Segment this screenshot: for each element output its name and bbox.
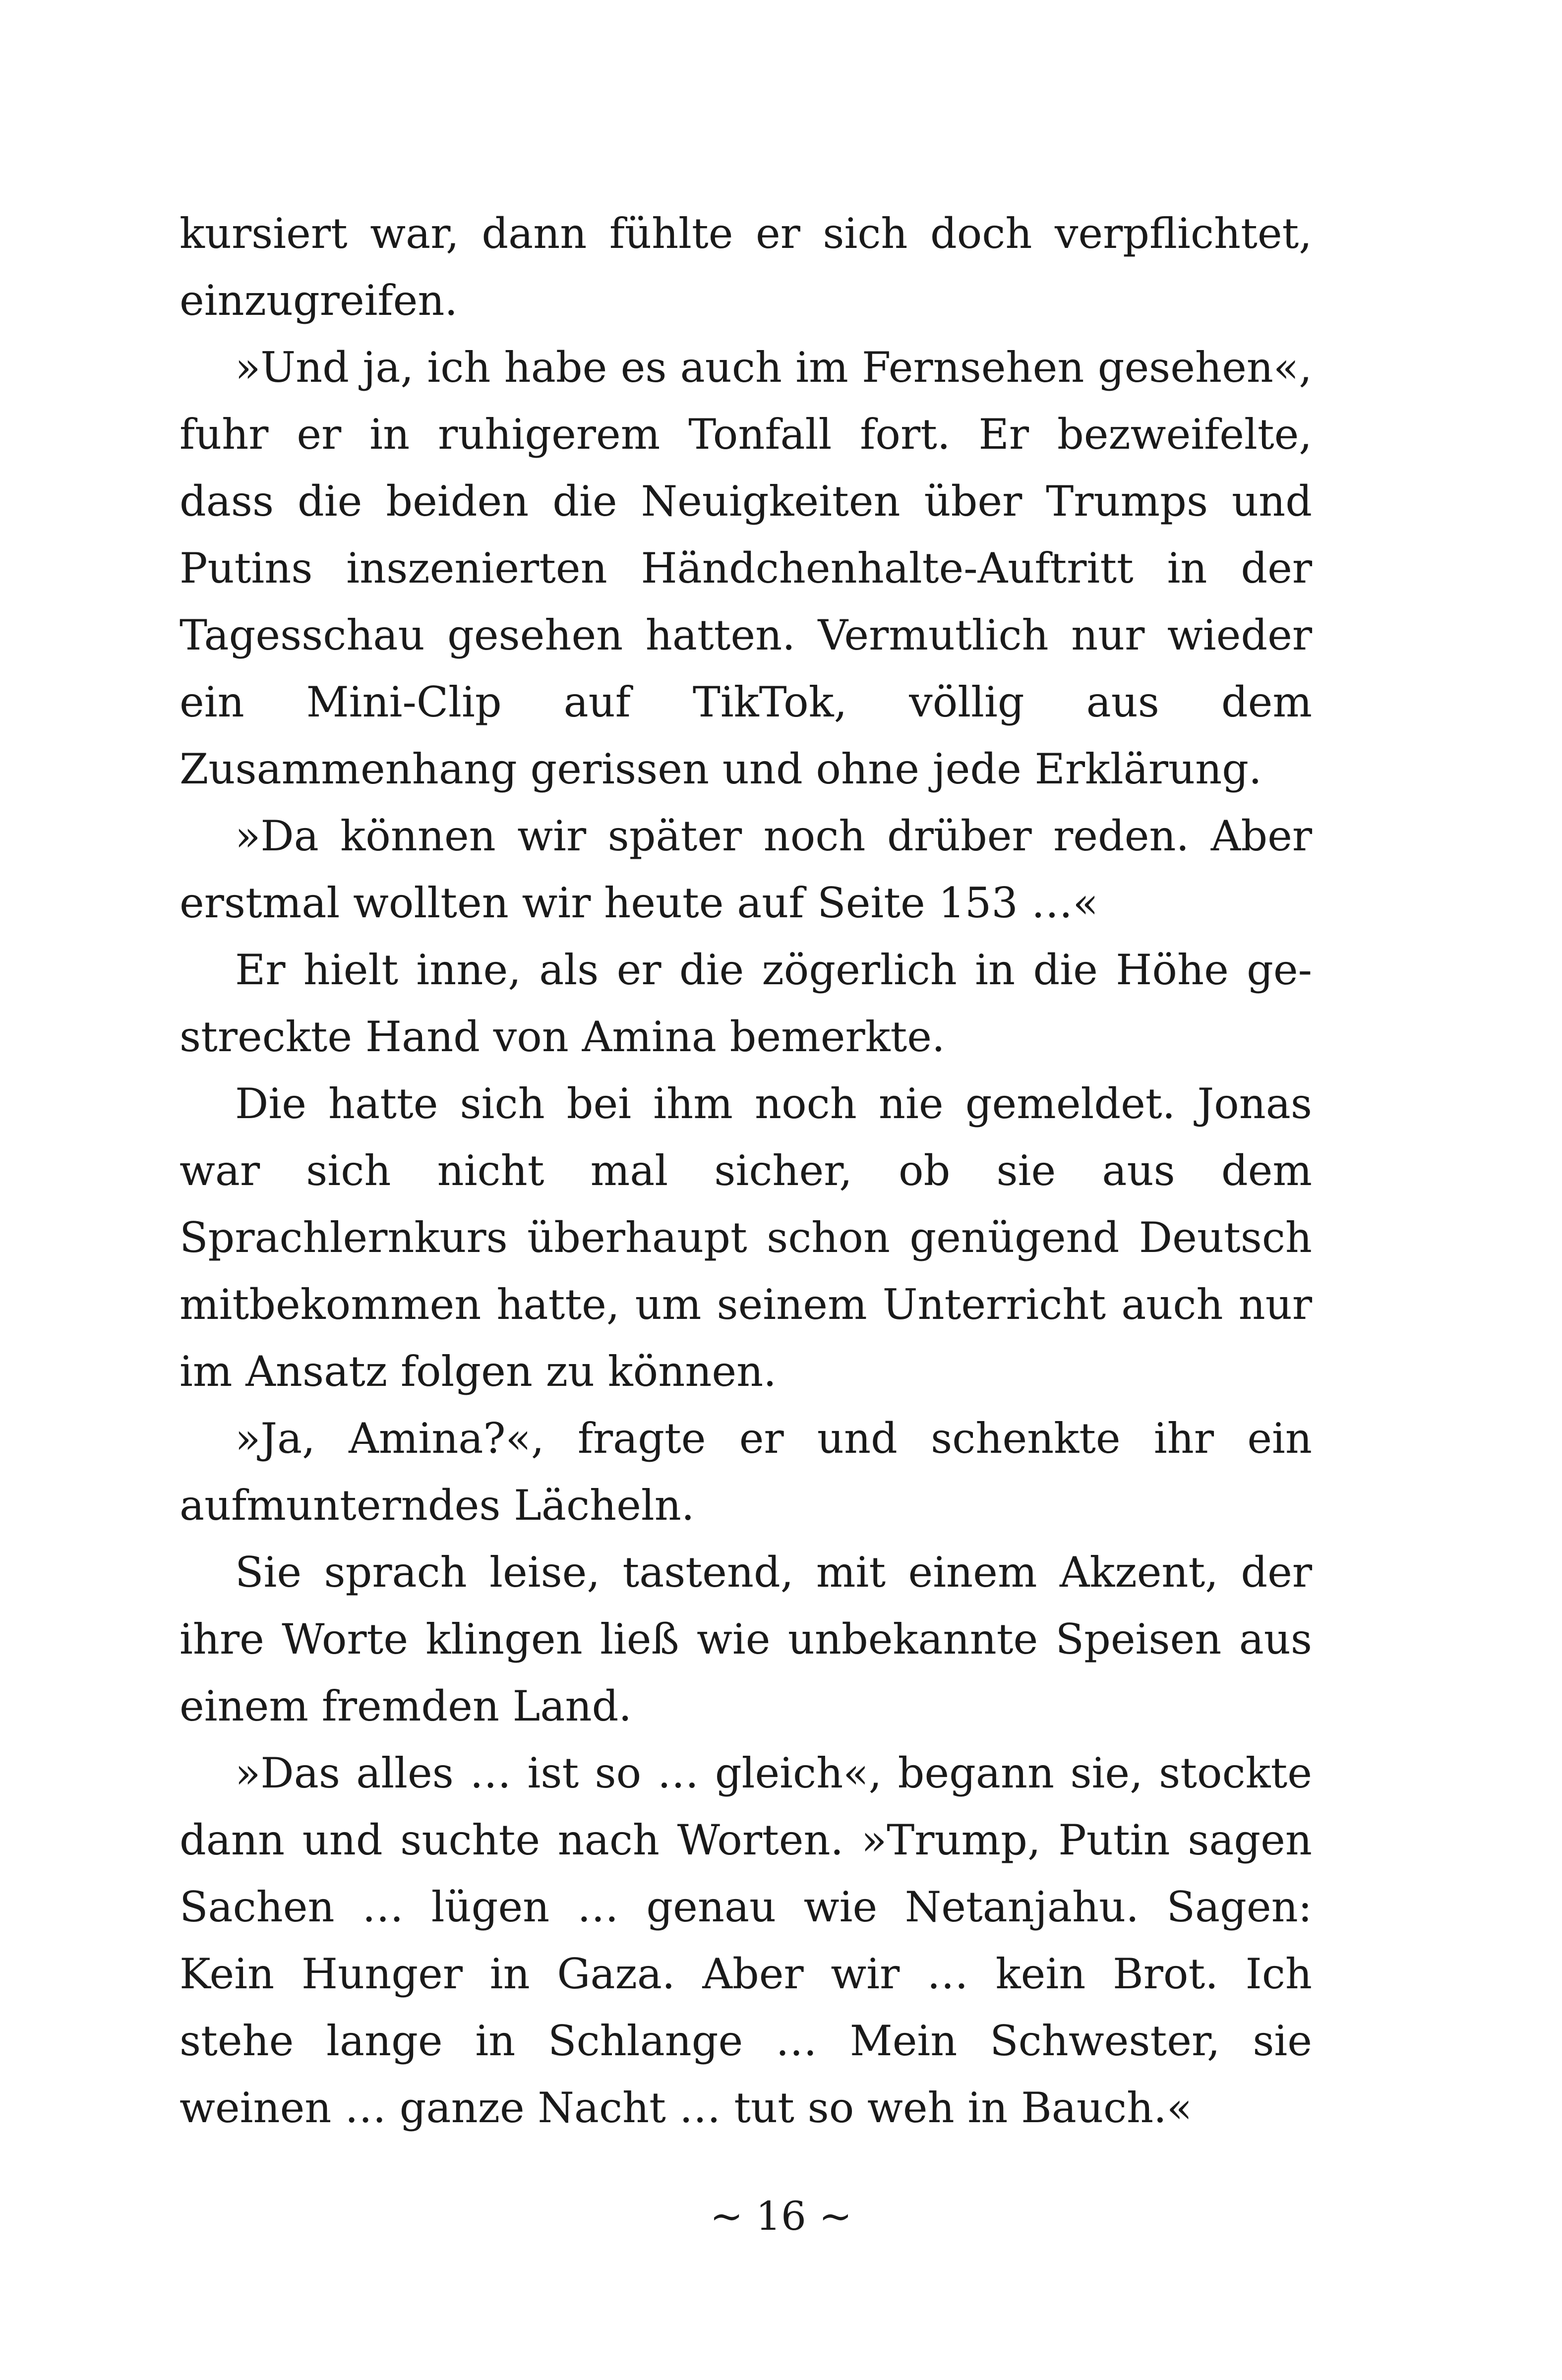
- paragraph-8: »Das alles … ist so … gleich«, begann sie, stockte dann und suchte nach Worten. »Trump, Putin sagen Sachen … lügen … genau wie Netanjahu. Sagen: Kein Hunger in Gaza. Aber wir … kein Brot. Ich stehe lange in Schlange … Mein Schwester, sie weinen … ganze Nacht … tut so weh in Bauch.«: [180, 1749, 1312, 2132]
- paragraph-6: »Ja, Amina?«, fragte er und schenkte ihr ein aufmunterndes Lächeln.: [180, 1414, 1312, 1530]
- paragraph-4: Er hielt inne, als er die zögerlich in die Höhe gestreckte Hand von Amina bemerkte.: [180, 946, 1312, 1061]
- paragraph-1: kursiert war, dann fühlte er sich doch verpflichtet, einzugreifen.: [180, 209, 1312, 325]
- paragraph-3: »Da können wir später noch drüber reden. Aber erstmal wollten wir heute auf Seite 153 …«: [180, 812, 1312, 927]
- page-number: ~ 16 ~: [710, 2193, 852, 2239]
- paragraph-2: »Und ja, ich habe es auch im Fernsehen gesehen«, fuhr er in ruhigerem Tonfall fort. Er bezweifelte, dass die beiden die Neuigkeiten über Trumps und Putins inszenierten Händchenhalte-Auftritt in der Tagesschau gesehen hatten. Vermutlich nur wieder ein Mini-Clip auf TikTok, völlig aus dem Zusammenhang gerissen und ohne jede Erklärung.: [180, 343, 1312, 793]
- paragraph-7: Sie sprach leise, tastend, mit einem Akzent, der ihre Worte klingen ließ wie unbekannte Speisen aus einem fremden Land.: [180, 1548, 1312, 1730]
- paragraph-5: Die hatte sich bei ihm noch nie gemeldet. Jonas war sich nicht mal sicher, ob sie aus dem Sprachlernkurs überhaupt schon genügend Deutsch mitbekommen hatte, um seinem Unterricht auch nur im Ansatz folgen zu können.: [180, 1079, 1312, 1396]
- body-text: [180, 200, 1312, 2142]
